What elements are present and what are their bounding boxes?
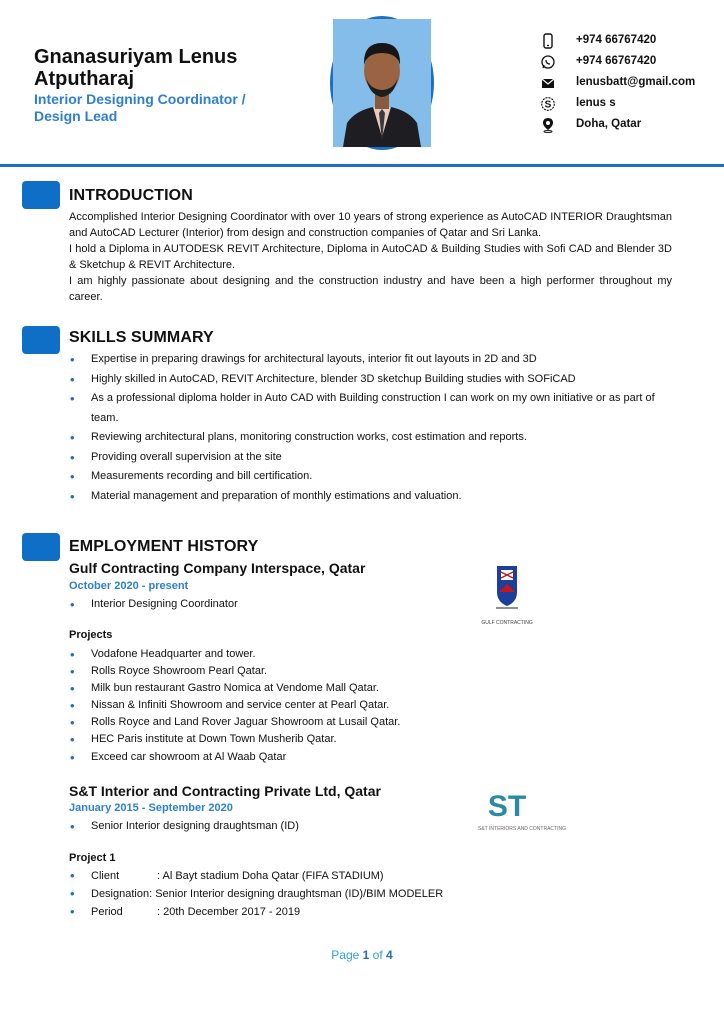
- section-marker: [22, 181, 60, 209]
- introduction-paragraph: I am highly passionate about designing and the construction industry and have been a high performer throughout my career.: [69, 275, 672, 303]
- detail-label: Designation: [91, 888, 150, 900]
- projects-list: [69, 646, 489, 766]
- list-item: • Exceed car showroom at Al Waab Qatar: [69, 749, 489, 766]
- section-title-introduction: INTRODUCTION: [69, 187, 193, 204]
- list-item: [69, 903, 549, 921]
- envelope-icon: [540, 75, 556, 91]
- job-position: • Interior Designing Coordinator: [69, 596, 238, 613]
- st-logo-mark: ST: [487, 790, 527, 823]
- page-current: 1: [362, 948, 370, 962]
- st-interiors-logo: [476, 786, 566, 848]
- skills-list: [69, 350, 672, 506]
- list-item: • Rolls Royce Showroom Pearl Qatar.: [69, 663, 489, 680]
- page-total: 4: [386, 948, 393, 962]
- job-company: S&T Interior and Contracting Private Ltd, Qatar: [69, 783, 381, 799]
- detail-value: : 20th December 2017 - 2019: [157, 906, 301, 918]
- resume-role: Interior Designing Coordinator / Design Lead: [34, 91, 246, 124]
- introduction-text: [69, 209, 672, 305]
- location-pin-icon: [540, 117, 556, 133]
- job-company: Gulf Contracting Company Interspace, Qatar: [69, 560, 366, 576]
- list-item: • As a professional diploma holder in Auto CAD with Building construction I can work on my own initiative or as part of team.: [69, 389, 672, 428]
- list-item: • Rolls Royce and Land Rover Jaguar Showroom at Lusail Qatar.: [69, 714, 489, 731]
- contact-whatsapp-text: +974 66767420: [576, 55, 657, 67]
- list-item: • Reviewing architectural plans, monitoring construction works, cost estimation and reports.: [69, 428, 672, 448]
- header-divider: [0, 164, 724, 167]
- job-position-list: [69, 818, 299, 835]
- introduction-paragraph: Accomplished Interior Designing Coordinator with over 10 years of strong experience as AutoCAD INTERIOR Draughtsman and AutoCAD Lecturer (Interior) from design and construction companies of Qatar and Sri Lanka.: [69, 211, 672, 239]
- introduction-paragraph: I hold a Diploma in AUTODESK REVIT Architecture, Diploma in AutoCAD & Building Studies with Sofi CAD and Blender 3D & Sketchup & REVIT Architecture.: [69, 243, 672, 271]
- projects-label: Projects: [69, 629, 113, 641]
- list-item: • Measurements recording and bill certification.: [69, 467, 672, 487]
- page-number: [0, 948, 724, 962]
- whatsapp-icon: [540, 54, 556, 70]
- st-logo-text: S&T INTERIORS AND CONTRACTING: [478, 826, 566, 832]
- job-position: • Senior Interior designing draughtsman (ID): [69, 818, 299, 835]
- job-position-list: [69, 596, 238, 613]
- list-item: • Milk bun restaurant Gastro Nomica at Vendome Mall Qatar.: [69, 680, 489, 697]
- section-title-skills: SKILLS SUMMARY: [69, 329, 214, 346]
- section-marker: [22, 326, 60, 354]
- list-item: [69, 885, 549, 903]
- list-item: • Nissan & Infiniti Showroom and service center at Pearl Qatar.: [69, 697, 489, 714]
- detail-value: : Al Bayt stadium Doha Qatar (FIFA STADIUM): [157, 870, 384, 882]
- job-period: October 2020 - present: [69, 580, 189, 592]
- contact-phone-text: +974 66767420: [576, 34, 657, 46]
- contact-location-text: Doha, Qatar: [576, 118, 642, 130]
- list-item: • Material management and preparation of monthly estimations and valuation.: [69, 487, 672, 507]
- skype-icon: [540, 96, 556, 112]
- list-item: [69, 867, 549, 885]
- project-label: Project 1: [69, 852, 116, 864]
- project-details-list: [69, 867, 549, 921]
- list-item: • HEC Paris institute at Down Town Musherib Qatar.: [69, 731, 489, 748]
- list-item: • Highly skilled in AutoCAD, REVIT Architecture, blender 3D sketchup Building studies with SOFiCAD: [69, 370, 672, 390]
- resume-name: Gnanasuriyam Lenus Atputharaj: [34, 46, 238, 90]
- svg-text:S: S: [544, 99, 552, 111]
- page-prefix: Page: [331, 948, 360, 962]
- page-of: of: [372, 948, 383, 962]
- gulf-contracting-logo: [482, 562, 532, 642]
- gulf-contracting-emblem: [482, 562, 532, 642]
- list-item: • Providing overall supervision at the site: [69, 448, 672, 468]
- section-title-employment: EMPLOYMENT HISTORY: [69, 538, 259, 555]
- job-period: January 2015 - September 2020: [69, 802, 233, 814]
- detail-label: Period: [91, 906, 123, 918]
- profile-photo: [330, 16, 434, 150]
- contact-skype-text: lenus s: [576, 97, 616, 109]
- contact-email-text: lenusbatt@gmail.com: [576, 76, 696, 88]
- mobile-phone-icon: [540, 33, 556, 49]
- profile-photo-illustration: [333, 19, 431, 147]
- st-interiors-emblem: [476, 786, 566, 848]
- detail-label: Client: [91, 870, 120, 882]
- section-marker: [22, 533, 60, 561]
- detail-value: : Senior Interior designing draughtsman (ID)/BIM MODELER: [149, 888, 444, 900]
- list-item: • Expertise in preparing drawings for architectural layouts, interior fit out layouts in 2D and 3D: [69, 350, 672, 370]
- list-item: • Vodafone Headquarter and tower.: [69, 646, 489, 663]
- gulf-logo-text: GULF CONTRACTING: [481, 620, 533, 626]
